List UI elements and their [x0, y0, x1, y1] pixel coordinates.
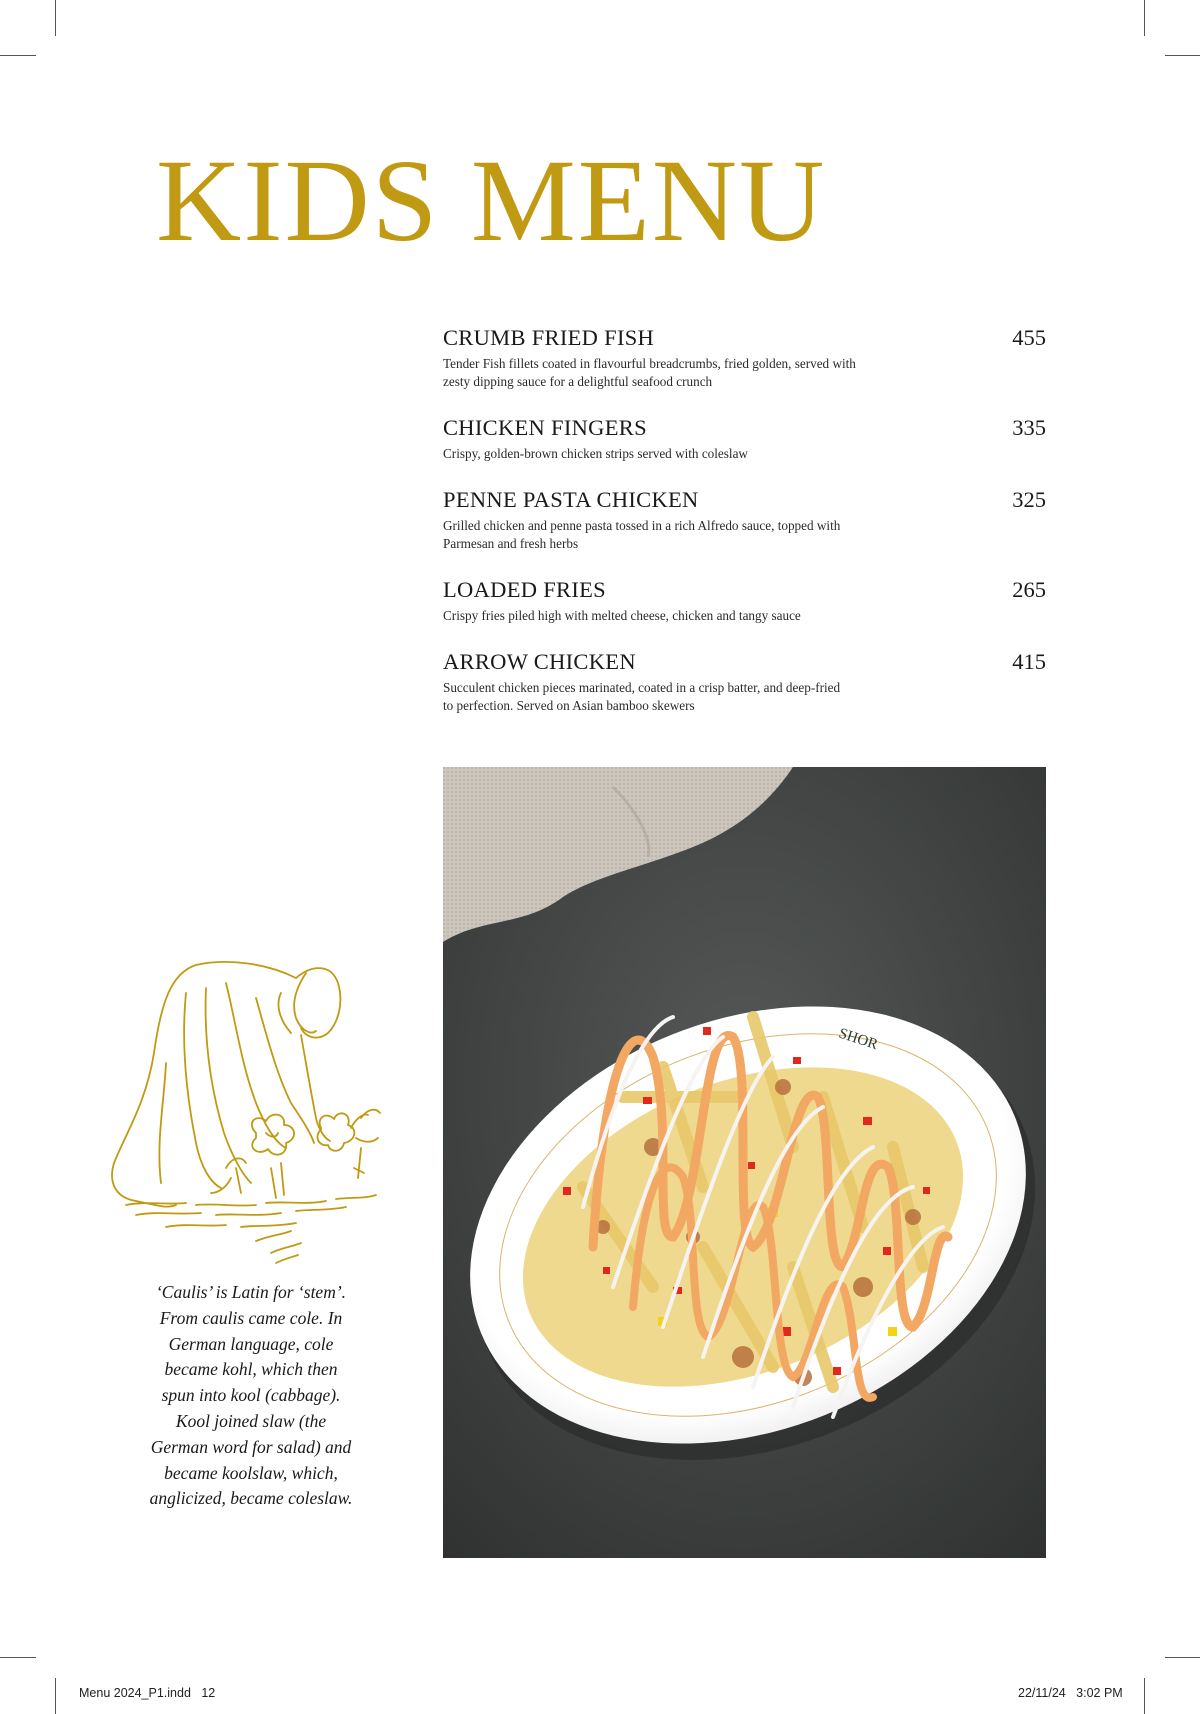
menu-item-price: 325: [1012, 487, 1046, 512]
page-title: KIDS MENU: [156, 135, 827, 266]
svg-text:SHOR: SHOR: [836, 1025, 880, 1054]
footer-file-label: Menu 2024_P1.indd 12: [79, 1686, 216, 1700]
menu-item-price: 335: [1012, 415, 1046, 440]
menu-item-price: 415: [1012, 649, 1046, 674]
menu-list: [443, 325, 1046, 739]
loaded-fries-image: [443, 767, 1046, 1558]
menu-item-description: Succulent chicken pieces marinated, coated in a crisp batter, and deep-fried to perfection. Served on Asian bamboo skewers: [443, 680, 841, 713]
menu-item-name: PENNE PASTA CHICKEN: [443, 487, 699, 512]
crop-mark-bl-h: [0, 1657, 36, 1658]
crop-mark-tr-h: [1165, 55, 1200, 56]
menu-item: [443, 487, 1046, 553]
crop-mark-tl-v: [55, 0, 56, 36]
footer-timestamp: 22/11/24 3:02 PM: [1018, 1686, 1123, 1700]
menu-item-name: ARROW CHICKEN: [443, 649, 636, 674]
menu-item: [443, 325, 1046, 391]
menu-item-price: 455: [1012, 325, 1046, 350]
menu-item-price: 265: [1012, 577, 1046, 602]
woman-harvesting-illustration: [106, 943, 398, 1265]
menu-item: [443, 415, 1046, 463]
menu-item-description: Tender Fish fillets coated in flavourful breadcrumbs, fried golden, served with zesty dipping sauce for a delightful seafood crunch: [443, 356, 856, 389]
menu-item-description: Grilled chicken and penne pasta tossed in a rich Alfredo sauce, topped with Parmesan and fresh herbs: [443, 518, 841, 551]
crop-mark-tr-v: [1144, 0, 1145, 36]
menu-item-name: LOADED FRIES: [443, 577, 606, 602]
crop-mark-tl-h: [0, 55, 36, 56]
menu-item: [443, 649, 1046, 715]
menu-item-description: Crispy fries piled high with melted cheese, chicken and tangy sauce: [443, 608, 801, 623]
food-photo: [443, 767, 1046, 1558]
crop-mark-bl-v: [55, 1678, 56, 1714]
menu-item-description: Crispy, golden-brown chicken strips served with coleslaw: [443, 446, 748, 461]
menu-item-name: CHICKEN FINGERS: [443, 415, 647, 440]
menu-item-name: CRUMB FRIED FISH: [443, 325, 655, 350]
crop-mark-br-v: [1144, 1678, 1145, 1714]
crop-mark-br-h: [1165, 1657, 1200, 1658]
menu-item: [443, 577, 1046, 625]
coleslaw-trivia-note: ‘Caulis’ is Latin for ‘stem’. From caulis came cole. In German language, cole became kohl, which then spun into kool (cabbage). Kool joined slaw (the German word for salad) and became koolslaw, which, anglicized, became coleslaw.: [149, 1282, 353, 1509]
